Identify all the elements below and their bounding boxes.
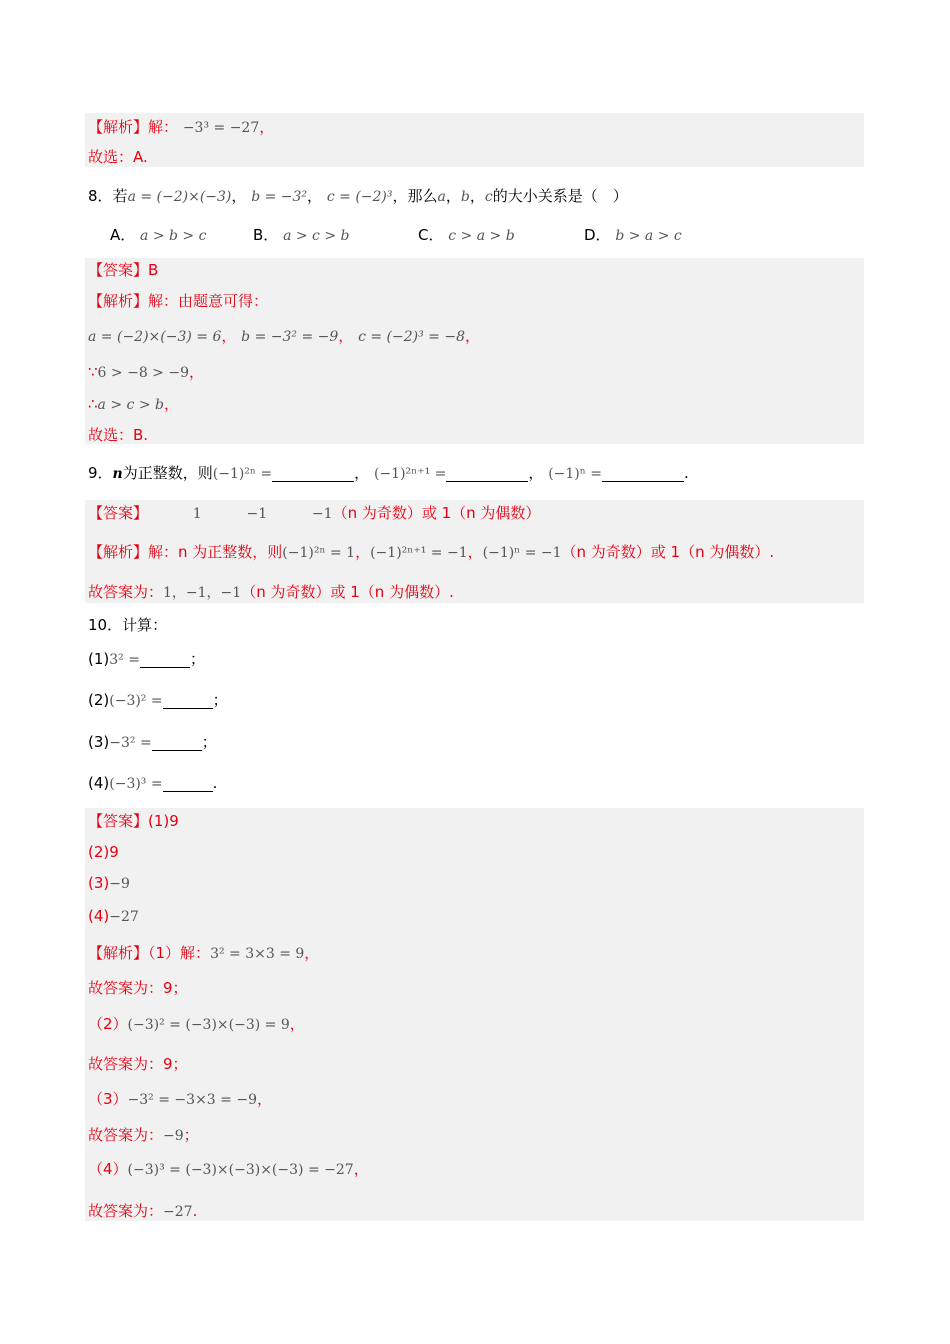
q8-solution-box [85, 258, 864, 444]
q10-final-2: 故答案为：9； [88, 1055, 188, 1073]
answer-blank [163, 692, 213, 709]
answer-blank [140, 651, 190, 668]
answer-blank [152, 734, 202, 751]
q8-conclusion: 故选：B. [88, 426, 149, 444]
q9-stem: 9．n为正整数，则(−1)²ⁿ = ， (−1)²ⁿ⁺¹ = ， (−1)ⁿ = . [88, 464, 689, 482]
q8-step2: ∵6 > −8 > −9， [88, 363, 205, 381]
q10-jiexi-4: （4）(−3)³ = (−3)×(−3)×(−3) = −27， [88, 1160, 369, 1178]
q10-item-2: (2)(−3)² = ； [88, 691, 228, 709]
option-c: C． c > a > b [418, 226, 515, 244]
q10-answer-1: 【答案】(1)9 [88, 812, 179, 830]
q10-item-3: (3)−3² = ； [88, 733, 217, 751]
q8-step1: a = (−2)×(−3) = 6， b = −3² = −9， c = (−2)³ = −8， [88, 327, 480, 345]
option-d: D． b > a > c [584, 226, 682, 244]
q7-conclusion: 故选：A. [88, 148, 148, 166]
math-expression: −3³ = −27 [182, 120, 260, 136]
q8-answer: 【答案】B [88, 261, 159, 279]
q10-item-1: (1)3² = ； [88, 650, 205, 668]
q10-final-3: 故答案为：−9； [88, 1126, 199, 1144]
question-number: 8． [88, 187, 113, 205]
q9-answer: 【答案】 1 −1 −1（n 为奇数）或 1（n 为偶数） [88, 504, 541, 522]
q10-jiexi-1: 【解析】（1）解：3² = 3×3 = 9， [88, 944, 320, 962]
q8-stem: 8．若a = (−2)×(−3)， b = −3²， c = (−2)³，那么a，b，c的大小关系是（ ） [88, 187, 628, 205]
q10-final-1: 故答案为：9； [88, 979, 188, 997]
option-b: B． a > c > b [253, 226, 350, 244]
q9-final: 故答案为：1，−1，−1（n 为奇数）或 1（n 为偶数）. [88, 583, 454, 601]
option-a: A． a > b > c [110, 226, 207, 244]
q10-item-4: (4)(−3)³ = . [88, 774, 218, 792]
q10-answer-4: (4)−27 [88, 907, 139, 925]
answer-blank [446, 465, 528, 482]
q8-step3: ∴a > c > b， [88, 395, 179, 413]
answer-blank [272, 465, 354, 482]
q10-stem: 10．计算： [88, 616, 168, 634]
q10-answer-2: (2)9 [88, 843, 119, 861]
question-number: 9． [88, 464, 113, 482]
q8-jiexi: 【解析】解：由题意可得： [88, 292, 269, 310]
q7-jiexi-line: 【解析】解： −3³ = −27， [88, 118, 275, 136]
q10-final-4: 故答案为：−27. [88, 1202, 198, 1220]
jiexi-label: 【解析】 [88, 118, 149, 136]
q10-jiexi-3: （3）−3² = −3×3 = −9， [88, 1090, 272, 1108]
q9-jiexi: 【解析】解：n 为正整数，则(−1)²ⁿ = 1，(−1)²ⁿ⁺¹ = −1，(−1)ⁿ = −1（n 为奇数）或 1（n 为偶数）. [88, 543, 775, 561]
q10-answer-3: (3)−9 [88, 874, 130, 892]
answer-blank [163, 775, 213, 792]
q10-jiexi-2: （2）(−3)² = (−3)×(−3) = 9， [88, 1015, 305, 1033]
answer-blank [602, 465, 684, 482]
